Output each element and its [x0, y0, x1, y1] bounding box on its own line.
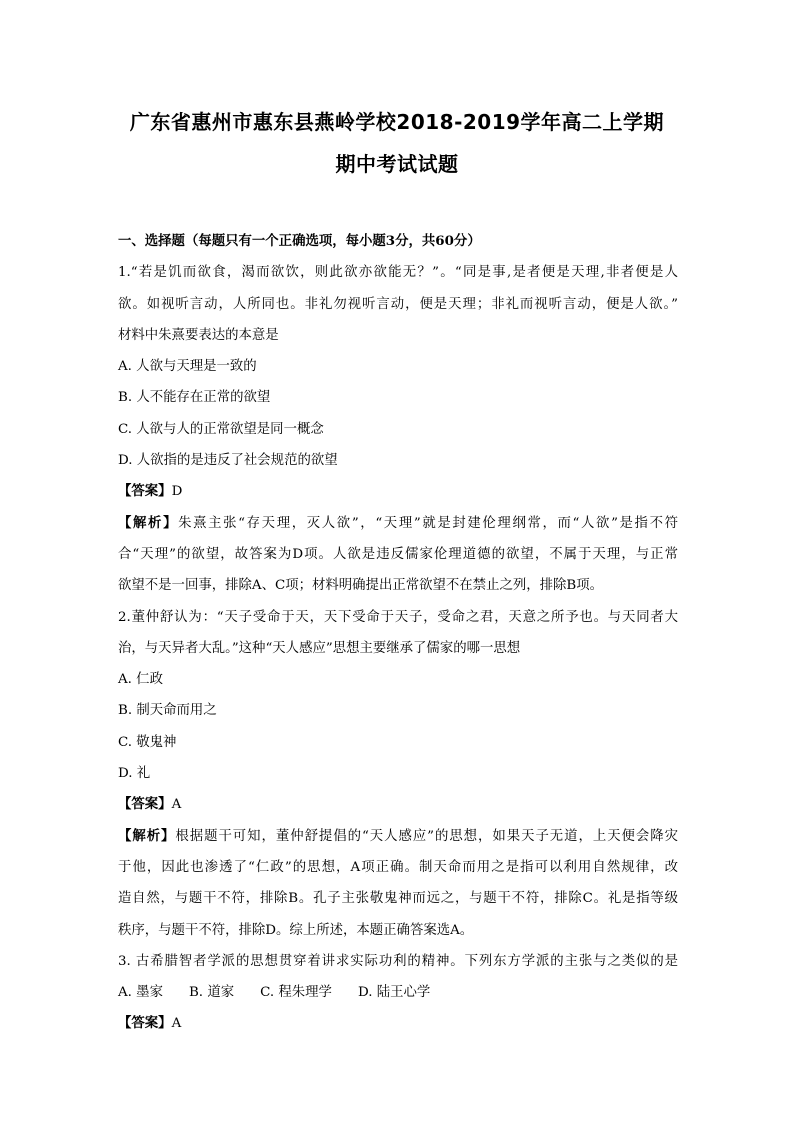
analysis-label: 【解析】 [118, 827, 176, 844]
question-1-line-1: 1.“若是饥而欲食，渴而欲饮，则此欲亦欲能无？”。“同是事,是者便是天理,非者便是人 [118, 265, 678, 281]
question-3-options-row [118, 977, 678, 1008]
question-1-option-a: A. 人欲与天理是一致的 [118, 359, 257, 375]
analysis-text: 朱熹主张“存天理，灭人欲”，“天理”就是封建伦理纲常，而“人欲”是指不符 [178, 515, 678, 531]
answer-label: 【答案】 [118, 1015, 172, 1032]
answer-label: 【答案】 [118, 483, 172, 500]
question-2-line-1: 2.董仲舒认为：“天子受命于天，天下受命于天子，受命之君，天意之所予也。与天同者大 [118, 609, 678, 625]
answer-value: A [171, 1016, 182, 1032]
document-body [118, 226, 678, 1040]
question-3-option-a: A. 墨家 [118, 985, 163, 1001]
question-3-option-b: B. 道家 [188, 985, 235, 1001]
question-1-option-c: C. 人欲与人的正常欲望是同一概念 [118, 421, 324, 437]
section-heading: 一、选择题（每题只有一个正确选项，每小题3分，共60分） [118, 233, 481, 249]
question-3-option-d: D. 陆王心学 [357, 985, 431, 1001]
question-2-option-c: C. 敬鬼神 [118, 734, 177, 750]
question-3-answer [118, 1008, 678, 1039]
question-1-line-3: 材料中朱熹要表达的本意是 [118, 327, 279, 343]
question-3-line-1: 3. 古希腊智者学派的思想贯穿着讲求实际功利的精神。下列东方学派的主张与之类似的是 [118, 953, 678, 969]
question-2-analysis-line-3: 造自然，与题干不符，排除B。孔子主张敬鬼神而远之，与题干不符，排除C。礼是指等级 [118, 891, 678, 907]
question-2-analysis-line-1 [118, 821, 678, 852]
question-2-line-2: 治，与天异者大乱。”这种“天人感应”思想主要继承了儒家的哪一思想 [118, 640, 521, 656]
question-1-analysis-line-1 [118, 508, 678, 539]
question-1-option-b: B. 人不能存在正常的欲望 [118, 390, 271, 406]
question-2-option-b: B. 制天命而用之 [118, 703, 217, 719]
question-2-analysis-line-2: 于他，因此也渗透了“仁政”的思想，A项正确。制天命而用之是指可以利用自然规律，改 [118, 859, 678, 875]
question-3-option-c: C. 程朱理学 [260, 985, 332, 1001]
analysis-label: 【解析】 [118, 514, 179, 531]
question-1-answer [118, 476, 678, 507]
answer-label: 【答案】 [118, 796, 172, 813]
question-1-line-2: 欲。如视听言动，人所同也。非礼勿视听言动，便是天理；非礼而视听言动，便是人欲。” [118, 296, 678, 312]
question-2-answer [118, 789, 678, 820]
answer-value: D [171, 484, 183, 500]
answer-value: A [171, 797, 182, 813]
analysis-text: 根据题干可知，董仲舒提倡的“天人感应”的思想，如果天子无道，上天便会降灾 [175, 828, 678, 844]
question-1-option-d: D. 人欲指的是违反了社会规范的欲望 [118, 453, 338, 469]
question-1-analysis-line-2: 合“天理”的欲望，故答案为D项。人欲是违反儒家伦理道德的欲望，不属于天理，与正常 [118, 546, 678, 562]
question-2-option-d: D. 礼 [118, 766, 151, 782]
question-2-option-a: A. 仁政 [118, 672, 163, 688]
question-2-analysis-line-4: 秩序，与题干不符，排除D。综上所述，本题正确答案选A。 [118, 922, 474, 938]
document-title-line-2: 期中考试试题 [335, 152, 459, 176]
question-1-analysis-line-3: 欲望不是一回事，排除A、C项；材料明确提出正常欲望不在禁止之列，排除B项。 [118, 578, 604, 594]
document-title-line-1: 广东省惠州市惠东县燕岭学校2018-2019学年高二上学期 [129, 110, 665, 134]
